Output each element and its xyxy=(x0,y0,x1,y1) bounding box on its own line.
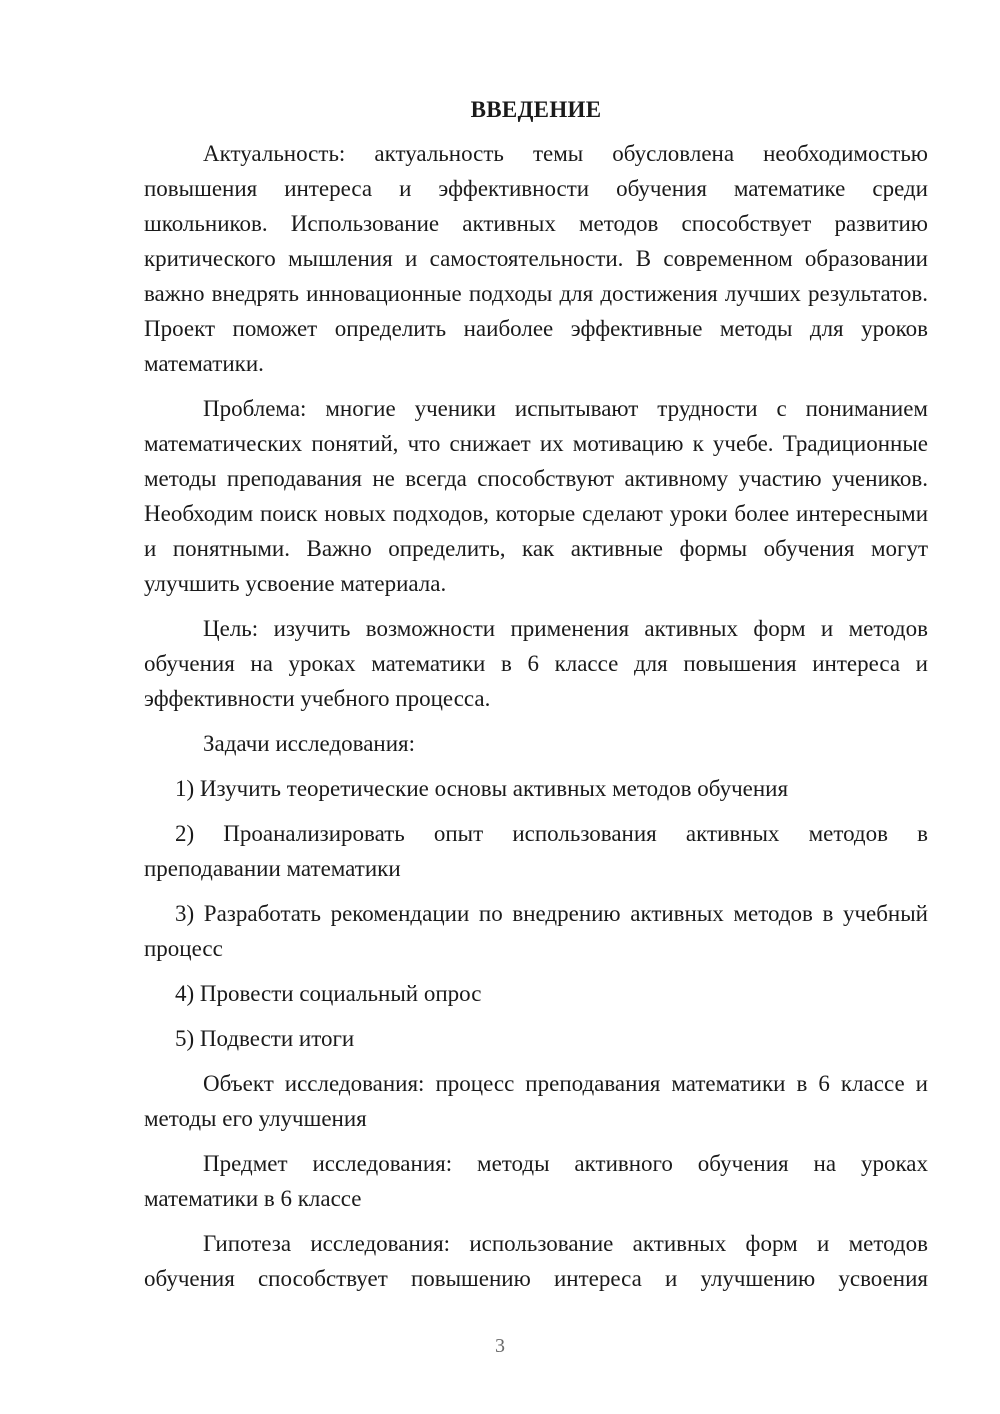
task-item-5: 5) Подвести итоги xyxy=(175,1026,355,1051)
tasks-title: Задачи исследования: xyxy=(203,731,416,756)
object-paragraph: Объект исследования: процесс преподавания математики в 6 классе и методы его улучшения xyxy=(144,1071,928,1131)
task-item-2: 2) Проанализировать опыт использования активных методов в преподавании математики xyxy=(144,821,928,881)
document-page xyxy=(144,95,928,1296)
subject-paragraph: Предмет исследования: методы активного обучения на уроках математики в 6 классе xyxy=(144,1151,928,1211)
task-item-1: 1) Изучить теоретические основы активных методов обучения xyxy=(175,776,789,801)
relevance-paragraph: Актуальность: актуальность темы обусловлена необходимостью повышения интереса и эффективности обучения математике среди школьников. Использование активных методов способствует развитию критического мышления и самостоятельности. В современном образовании важно внедрять инновационные подходы для достижения лучших результатов. Проект поможет определить наиболее эффективные методы для уроков математики. xyxy=(144,141,928,376)
task-item-4: 4) Провести социальный опрос xyxy=(175,981,482,1006)
problem-paragraph: Проблема: многие ученики испытывают трудности с пониманием математических понятий, что снижает их мотивацию к учебе. Традиционные методы преподавания не всегда способствуют активному участию учеников. Необходим поиск новых подходов, которые сделают уроки более интересными и понятными. Важно определить, как активные формы обучения могут улучшить усвоение материала. xyxy=(144,396,928,596)
hypothesis-paragraph: Гипотеза исследования: использование активных форм и методов обучения способствует повышению интереса и улучшению усвоения xyxy=(144,1231,928,1291)
section-heading: ВВЕДЕНИЕ xyxy=(470,97,602,122)
page-number: 3 xyxy=(495,1335,505,1357)
task-item-3: 3) Разработать рекомендации по внедрению активных методов в учебный процесс xyxy=(144,901,928,961)
goal-paragraph: Цель: изучить возможности применения активных форм и методов обучения на уроках математики в 6 классе для повышения интереса и эффективности учебного процесса. xyxy=(144,616,928,711)
